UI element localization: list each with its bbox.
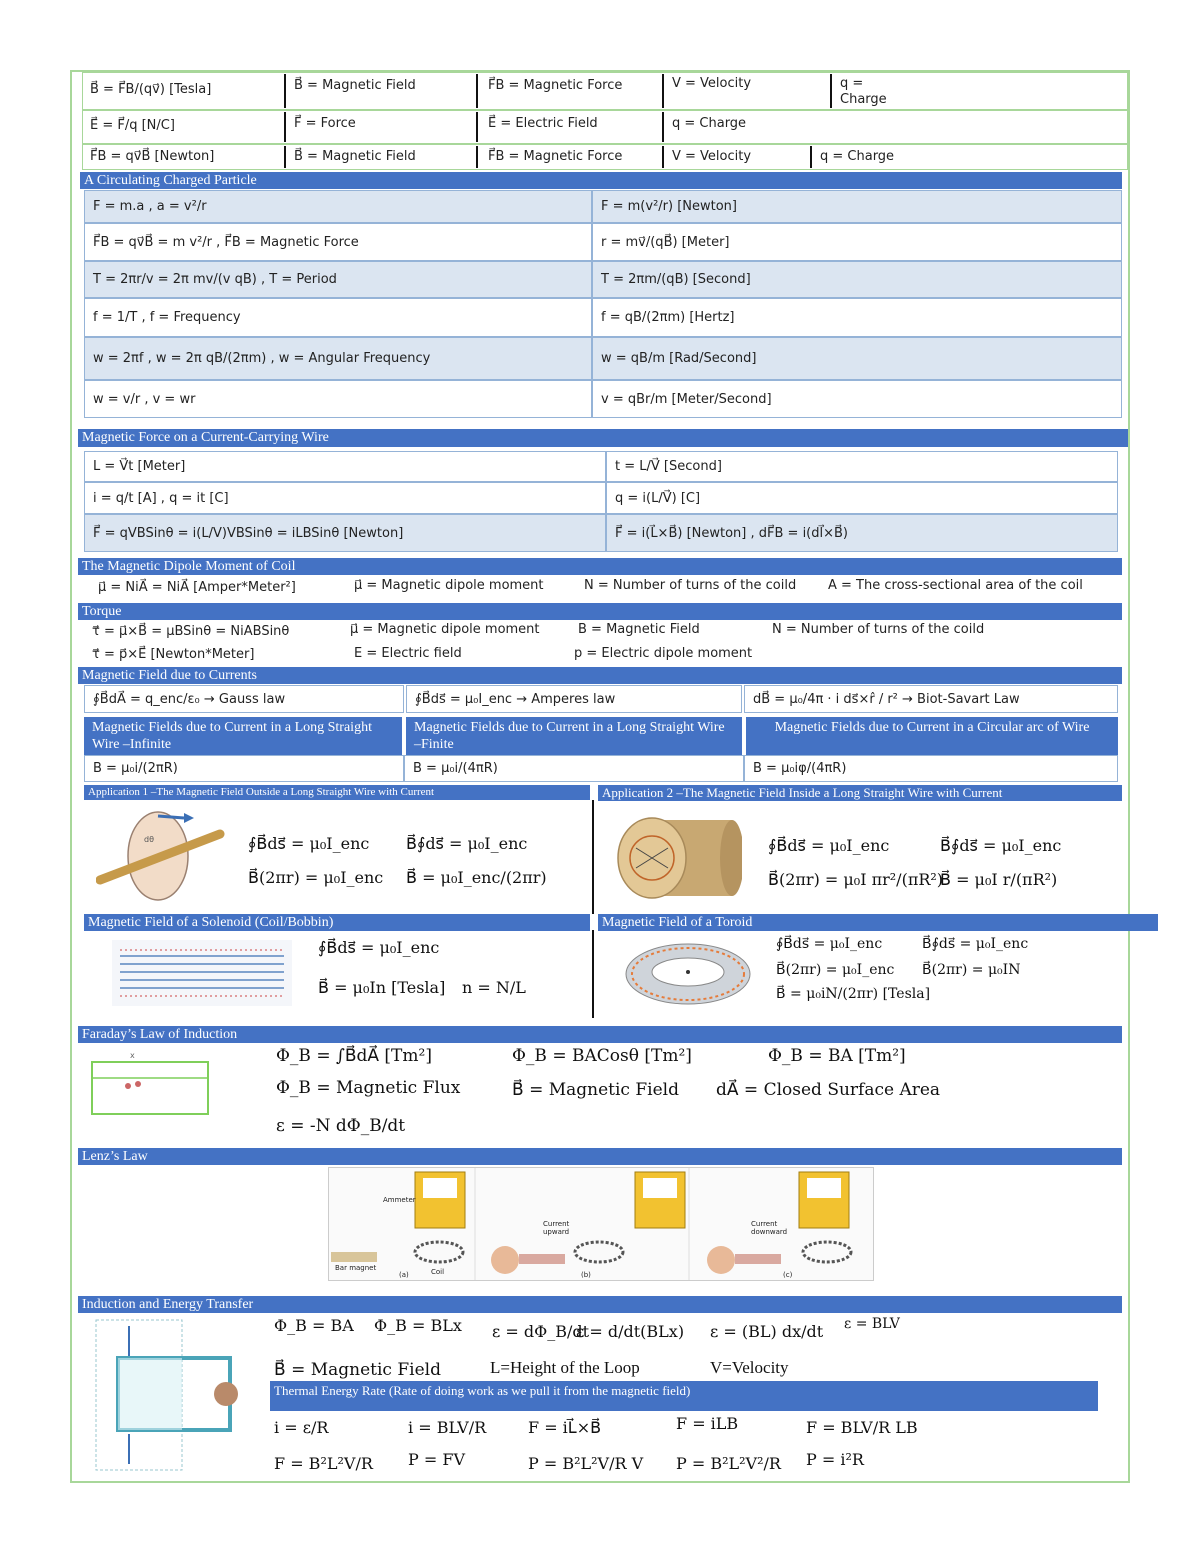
bar-magnet-label: Bar magnet <box>335 1264 377 1272</box>
magnetic-field-def: B⃗ = Magnetic Field <box>294 78 416 93</box>
divider <box>592 800 594 914</box>
current-blv: i = BLV/R <box>408 1418 487 1437</box>
magnetic-force-def: F⃗B = Magnetic Force <box>488 78 623 93</box>
electric-dipole-def: p = Electric dipole moment <box>574 646 753 661</box>
circular-arc-header: Magnetic Fields due to Current in a Circular arc of Wire <box>746 717 1118 755</box>
circ-cell: w = 2πf , w = 2π qB/(2πm) , w = Angular Frequency <box>84 337 592 380</box>
faraday-emf: ε = -N dΦ_B/dt <box>276 1116 406 1136</box>
tesla-formula: B⃗ = F⃗B/(qv⃗) [Tesla] <box>90 82 212 97</box>
circ-cell: F = m.a , a = v²/r <box>84 190 592 223</box>
power-b2l2v-v: P = B²L²V/R V <box>528 1454 644 1473</box>
app2-ampere-b: B⃗∮ds⃗ = μ₀I_enc <box>940 836 1062 855</box>
emf-bl-dx: ε = (BL) dx/dt <box>710 1322 824 1341</box>
divider <box>476 74 478 108</box>
turns-def: N = Number of turns of the coild <box>772 622 985 637</box>
area-def: A = The cross-sectional area of the coil <box>828 578 1083 593</box>
force-b2l2v: F = B²L²V/R <box>274 1454 373 1473</box>
divider <box>662 74 664 108</box>
circ-cell: F⃗B = qv⃗B⃗ = m v²/r , F⃗B = Magnetic Force <box>84 223 592 261</box>
solenoid-result: B⃗ = μ₀In [Tesla] <box>318 978 446 997</box>
divider <box>476 112 478 142</box>
app1-circumference: B⃗(2πr) = μ₀I_enc <box>248 868 384 887</box>
charge-def: q = Charge <box>820 149 895 164</box>
circ-cell: w = v/r , v = wr <box>84 380 592 418</box>
charge-def: q = Charge <box>840 76 887 107</box>
flux-simple: Φ_B = BA [Tm²] <box>768 1046 906 1066</box>
faraday-diagram <box>90 1048 212 1118</box>
toroid-diagram <box>618 936 758 1012</box>
divider <box>662 146 664 168</box>
app1-result: B⃗ = μ₀I_enc/(2πr) <box>406 868 547 887</box>
circ-cell: f = 1/T , f = Frequency <box>84 298 592 337</box>
wire-cell: q = i(L/V⃗) [C] <box>606 482 1118 514</box>
wire-inside-diagram <box>612 808 742 908</box>
divider <box>662 112 664 142</box>
circ-cell: T = 2πr/v = 2π mv/(v qB) , T = Period <box>84 261 592 298</box>
svg-text:dθ: dθ <box>144 835 154 844</box>
arc-formula: B = μ₀iφ/(4πR) <box>744 755 1118 782</box>
turns-def: N = Number of turns of the coild <box>584 578 797 593</box>
solenoid-ampere: ∮B⃗ds⃗ = μ₀I_enc <box>318 938 440 957</box>
divider <box>284 74 286 108</box>
power-b2l2v2: P = B²L²V²/R <box>676 1454 781 1473</box>
electric-field-formula: E⃗ = F⃗/q [N/C] <box>90 118 175 133</box>
dipole-formula: μ⃗ = NiA⃗ = NiA⃗ [Amper*Meter²] <box>98 580 296 595</box>
circ-cell: w = qB/m [Rad/Second] <box>592 337 1122 380</box>
toroid-result: B⃗ = μ₀iN/(2πr) [Tesla] <box>776 986 931 1002</box>
app1-ampere: ∮B⃗ds⃗ = μ₀I_enc <box>248 834 370 853</box>
power-fv: P = FV <box>408 1450 465 1469</box>
wire-cell: F⃗ = qVBSinθ = i(L/V)VBSinθ = iLBSinθ [Newton] <box>84 514 606 552</box>
solenoid-diagram <box>112 940 292 1006</box>
wire-cell: F⃗ = i(L⃗×B⃗) [Newton] , dF⃗B = i(dl⃗×B⃗) <box>606 514 1118 552</box>
long-wire-infinite-header: Magnetic Fields due to Current in a Long Straight Wire –Infinite <box>84 717 402 755</box>
velocity-def: V = Velocity <box>672 76 752 91</box>
flux-ba: Φ_B = BA <box>274 1316 354 1335</box>
emf-blv: ε = BLV <box>844 1316 900 1332</box>
wire-field-diagram <box>96 806 226 906</box>
long-wire-finite-header: Magnetic Fields due to Current in a Long Straight Wire –Finite <box>406 717 742 755</box>
field-def: B⃗ = Magnetic Field <box>512 1080 679 1100</box>
finite-wire-formula: B = μ₀i/(4πR) <box>404 755 744 782</box>
divider <box>830 74 832 108</box>
lorentz-formula: F⃗B = qv⃗B⃗ [Newton] <box>90 149 215 164</box>
power-i2r: P = i²R <box>806 1450 864 1469</box>
flux-def: Φ_B = Magnetic Flux <box>276 1078 461 1098</box>
divider <box>476 146 478 168</box>
toroid-ampere-b: B⃗∮ds⃗ = μ₀I_enc <box>922 936 1029 952</box>
section-header-dipole: The Magnetic Dipole Moment of Coil <box>78 558 1122 575</box>
force-def: F⃗ = Force <box>294 116 356 131</box>
area-def: dA⃗ = Closed Surface Area <box>716 1080 941 1100</box>
electric-field-def: E⃗ = Electric Field <box>488 116 598 131</box>
torque-formula: τ⃗ = μ⃗×B⃗ = μBSinθ = NiABSinθ <box>92 624 290 639</box>
coil-label: Coil <box>431 1268 445 1276</box>
app2-circumference: B⃗(2πr) = μ₀I πr²/(πR²) <box>768 870 944 889</box>
infinite-wire-formula: B = μ₀i/(2πR) <box>84 755 404 782</box>
velocity-def: V = Velocity <box>672 149 752 164</box>
force-cross: F = iL⃗×B⃗ <box>528 1418 602 1437</box>
flux-cos: Φ_B = BACosθ [Tm²] <box>512 1046 692 1066</box>
panel-c-label: (c) <box>783 1271 793 1279</box>
dipole-def: μ⃗ = Magnetic dipole moment <box>350 622 540 637</box>
biot-savart-law: dB⃗ = μ₀/4π · i ds⃗×r̂ / r² → Biot-Savart Law <box>744 685 1118 713</box>
magnetic-force-def: F⃗B = Magnetic Force <box>488 149 623 164</box>
section-header-faraday: Faraday’s Law of Induction <box>78 1026 1122 1043</box>
force-ilb: F = iLB <box>676 1414 739 1433</box>
induction-loop-diagram <box>84 1316 244 1476</box>
toroid-enclosed: B⃗(2πr) = μ₀IN <box>922 962 1021 978</box>
toroid-header: Magnetic Field of a Toroid <box>598 914 1158 931</box>
circ-cell: T = 2πm/(qB) [Second] <box>592 261 1122 298</box>
velocity-def: V=Velocity <box>710 1358 789 1377</box>
dipole-def: μ⃗ = Magnetic dipole moment <box>354 578 544 593</box>
divider <box>284 146 286 168</box>
magnetic-field-def: B⃗ = Magnetic Field <box>294 149 416 164</box>
panel-a-label: (a) <box>399 1271 409 1279</box>
charge-def: q = Charge <box>672 116 747 131</box>
lenz-figure <box>328 1167 874 1281</box>
emf-dblx: ε = d/dt(BLx) <box>576 1322 685 1341</box>
section-header-wire-force: Magnetic Force on a Current-Carrying Wire <box>78 429 1128 447</box>
svg-text:x: x <box>130 1051 135 1060</box>
torque-electric-formula: τ⃗ = p⃗×E⃗ [Newton*Meter] <box>92 647 255 662</box>
circ-cell: f = qB/(2πm) [Hertz] <box>592 298 1122 337</box>
panel-b-label: (b) <box>581 1271 591 1279</box>
section-header-lenz: Lenz’s Law <box>78 1148 1122 1165</box>
thermal-energy-header: Thermal Energy Rate (Rate of doing work as we pull it from the magnetic field) <box>270 1381 1098 1411</box>
wire-cell: t = L/V⃗ [Second] <box>606 451 1118 482</box>
electric-field-def: E = Electric field <box>354 646 462 661</box>
application-2-header: Application 2 –The Magnetic Field Inside a Long Straight Wire with Current <box>598 785 1122 801</box>
loop-height-def: L=Height of the Loop <box>490 1358 640 1377</box>
wire-cell: i = q/t [A] , q = it [C] <box>84 482 606 514</box>
section-header-induction: Induction and Energy Transfer <box>78 1296 1122 1313</box>
top-row-2 <box>82 110 1128 144</box>
circ-cell: r = mv⃗/(qB⃗) [Meter] <box>592 223 1122 261</box>
wire-cell: L = V⃗t [Meter] <box>84 451 606 482</box>
current-upward-label: Current upward <box>543 1220 570 1236</box>
divider <box>592 930 594 1018</box>
section-header-currents: Magnetic Field due to Currents <box>78 667 1122 684</box>
divider <box>284 112 286 142</box>
toroid-ampere: ∮B⃗ds⃗ = μ₀I_enc <box>776 936 883 952</box>
amperes-law: ∮B⃗ds⃗ = μ₀I_enc → Amperes law <box>406 685 742 713</box>
solenoid-header: Magnetic Field of a Solenoid (Coil/Bobbin) <box>84 914 590 931</box>
circ-cell: v = qBr/m [Meter/Second] <box>592 380 1122 418</box>
field-def: B = Magnetic Field <box>578 622 700 637</box>
flux-blx: Φ_B = BLx <box>374 1316 462 1335</box>
circ-cell: F = m(v²/r) [Newton] <box>592 190 1122 223</box>
app2-result: B⃗ = μ₀I r/(πR²) <box>940 870 1058 889</box>
current-emf: i = ε/R <box>274 1418 329 1437</box>
gauss-law: ∮B⃗dA⃗ = q_enc/ε₀ → Gauss law <box>84 685 404 713</box>
current-downward-label: Current downward <box>751 1220 788 1236</box>
toroid-circumference: B⃗(2πr) = μ₀I_enc <box>776 962 895 978</box>
divider <box>810 146 812 168</box>
app1-ampere-b: B⃗∮ds⃗ = μ₀I_enc <box>406 834 528 853</box>
flux-integral: Φ_B = ∫B⃗dA⃗ [Tm²] <box>276 1046 432 1066</box>
section-header-circulating: A Circulating Charged Particle <box>80 172 1122 189</box>
app2-ampere: ∮B⃗ds⃗ = μ₀I_enc <box>768 836 890 855</box>
application-1-header: Application 1 –The Magnetic Field Outside a Long Straight Wire with Current <box>84 785 590 800</box>
force-blv-lb: F = BLV/R LB <box>806 1418 918 1437</box>
ammeter-label: Ammeter <box>383 1196 416 1204</box>
section-header-torque: Torque <box>78 603 1122 620</box>
turn-density: n = N/L <box>462 978 526 997</box>
field-def: B⃗ = Magnetic Field <box>274 1360 441 1380</box>
emf-dflux: ε = dΦ_B/dt <box>492 1322 590 1341</box>
